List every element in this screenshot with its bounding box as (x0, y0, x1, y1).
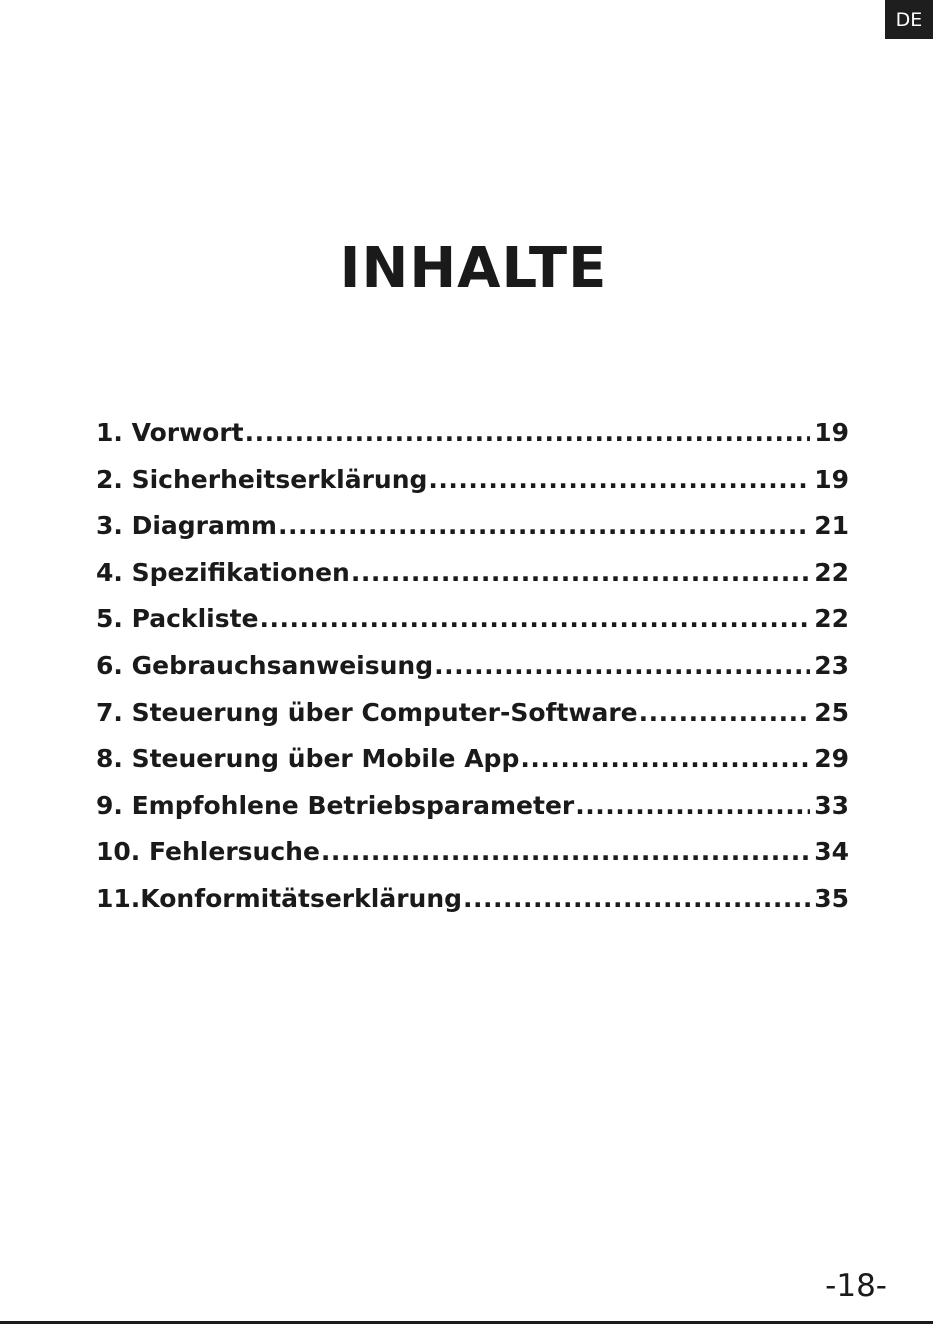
toc-entry-4[interactable] (96, 558, 849, 605)
toc-entry-page: 23 (814, 650, 849, 680)
toc-entry-3[interactable] (96, 511, 849, 558)
page-title: INHALTE (339, 235, 608, 301)
toc-entry-label: 3. Diagramm (96, 511, 277, 541)
toc-entry-1[interactable] (96, 418, 849, 465)
toc-entry-label: 4. Spezifikationen (96, 557, 350, 587)
toc-entry-page: 34 (814, 837, 849, 867)
toc-entry-6[interactable] (96, 651, 849, 698)
toc-dot-leader (260, 604, 811, 633)
toc-entry-label: 1. Vorwort (96, 418, 244, 447)
toc-dot-leader (351, 558, 810, 587)
toc-entry-page: 35 (814, 883, 849, 913)
toc-dot-leader (278, 511, 810, 540)
toc-entry-page: 22 (814, 557, 849, 587)
language-badge: DE (885, 0, 933, 39)
toc-entry-9[interactable] (96, 791, 849, 838)
toc-entry-page: 33 (814, 790, 849, 820)
toc-dot-leader (321, 837, 810, 866)
toc-entry-7[interactable] (96, 698, 849, 745)
toc-entry-page: 19 (814, 418, 849, 447)
toc-entry-5[interactable] (96, 604, 849, 651)
toc-entry-label: 5. Packliste (96, 604, 259, 634)
toc-entry-8[interactable] (96, 744, 849, 791)
toc-dot-leader (463, 884, 810, 913)
toc-entry-page: 25 (814, 697, 849, 727)
toc-entry-page: 21 (814, 511, 849, 541)
toc-entry-label: 10. Fehlersuche (96, 837, 320, 867)
toc-entry-label: 7. Steuerung über Computer-Software (96, 697, 638, 727)
toc-dot-leader (520, 744, 810, 773)
toc-entry-page: 29 (814, 744, 849, 774)
toc-entry-label: 6. Gebrauchsanweisung (96, 650, 434, 680)
toc-entry-10[interactable] (96, 837, 849, 884)
toc-dot-leader (575, 791, 810, 820)
toc-entry-page: 22 (814, 604, 849, 634)
toc-entry-label: 2. Sicherheitserklärung (96, 464, 428, 494)
toc-entry-label: 8. Steuerung über Mobile App (96, 744, 520, 774)
toc-entry-page: 19 (814, 464, 849, 494)
toc-entry-11[interactable] (96, 884, 849, 931)
toc-entry-label: 9. Empfohlene Betriebsparameter (96, 790, 575, 820)
page-number: -18- (825, 1268, 887, 1304)
toc-entry-label: 11.Konformitätserklärung (96, 883, 463, 913)
toc-dot-leader (639, 698, 811, 727)
toc-dot-leader (245, 418, 811, 447)
toc-entry-2[interactable] (96, 465, 849, 512)
toc-dot-leader (434, 651, 810, 680)
toc-dot-leader (428, 465, 810, 494)
table-of-contents (96, 418, 849, 931)
